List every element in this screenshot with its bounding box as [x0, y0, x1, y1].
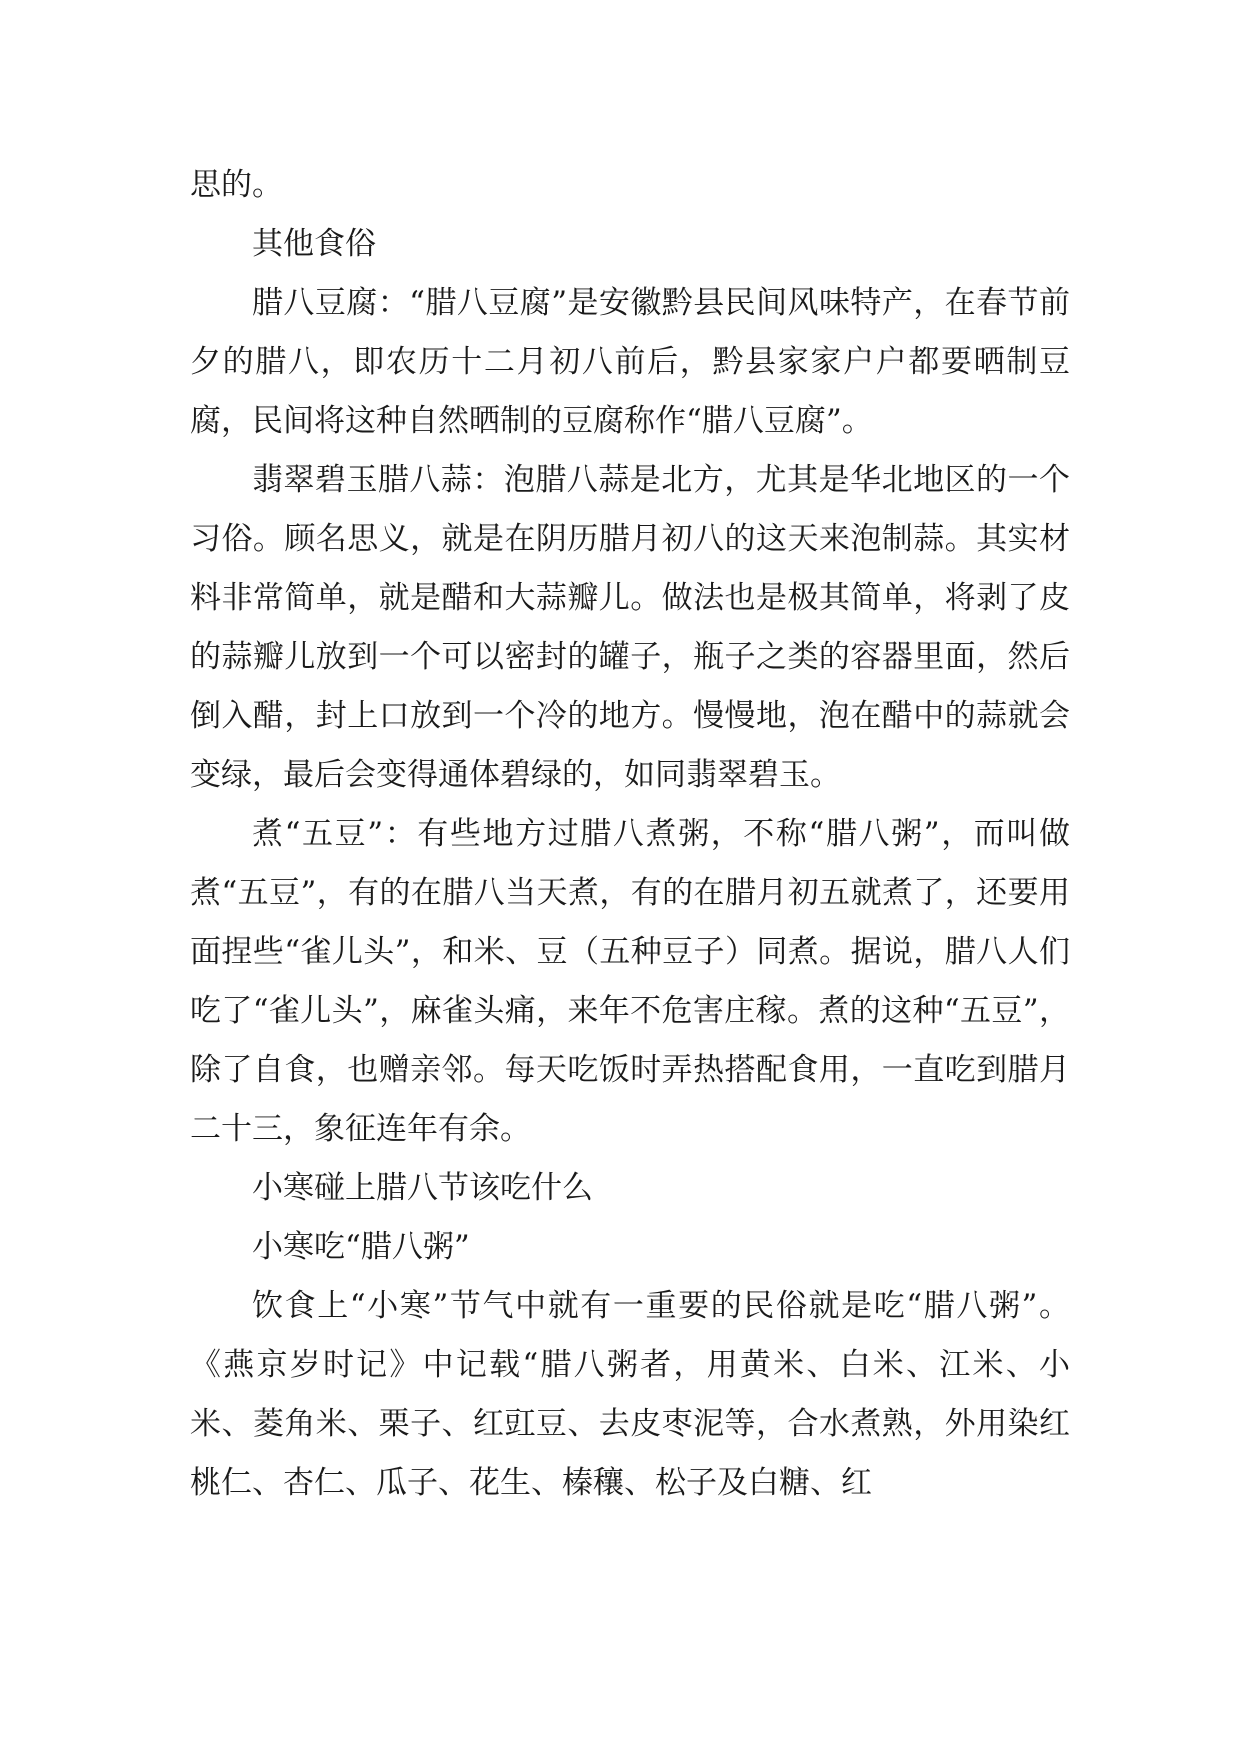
paragraph-five-beans: 煮“五豆”：有些地方过腊八煮粥，不称“腊八粥”，而叫做煮“五豆”，有的在腊八当天煮，有的在腊月初五就煮了，还要用面捏些“雀儿头”，和米、豆（五种豆子）同煮。据说，腊八人们吃了“雀儿头”，麻雀头痛，来年不危害庄稼。煮的这种“五豆”，除了自食，也赠亲邻。每天吃饭时弄热搭配食用，一直吃到腊月二十三，象征连年有余。: [190, 816, 1070, 1147]
paragraph-laba-garlic: 翡翠碧玉腊八蒜：泡腊八蒜是北方，尤其是华北地区的一个习俗。顾名思义，就是在阴历腊月初八的这天来泡制蒜。其实材料非常简单，就是醋和大蒜瓣儿。做法也是极其简单，将剥了皮的蒜瓣儿放到一个可以密封的罐子，瓶子之类的容器里面，然后倒入醋，封上口放到一个冷的地方。慢慢地，泡在醋中的蒜就会变绿，最后会变得通体碧绿的，如同翡翠碧玉。: [190, 462, 1070, 793]
heading-xiaohan-laba-porridge: 小寒吃“腊八粥”: [252, 1229, 470, 1265]
paragraph-laba-porridge: 饮食上“小寒”节气中就有一重要的民俗就是吃“腊八粥”。《燕京岁时记》中记载“腊八粥者，用黄米、白米、江米、小米、菱角米、栗子、红豇豆、去皮枣泥等，合水煮熟，外用染红桃仁、杏仁、瓜子、花生、榛穰、松子及白糖、红: [190, 1288, 1070, 1501]
heading-xiaohan-laba: 小寒碰上腊八节该吃什么: [252, 1170, 593, 1206]
heading-other-food-customs: 其他食俗: [252, 226, 376, 262]
paragraph-continuation: 思的。: [190, 167, 283, 203]
paragraph-laba-tofu: 腊八豆腐：“腊八豆腐”是安徽黔县民间风味特产，在春节前夕的腊八，即农历十二月初八前后，黔县家家户户都要晒制豆腐，民间将这种自然晒制的豆腐称作“腊八豆腐”。: [190, 285, 1070, 439]
document-body: [190, 156, 1070, 1513]
